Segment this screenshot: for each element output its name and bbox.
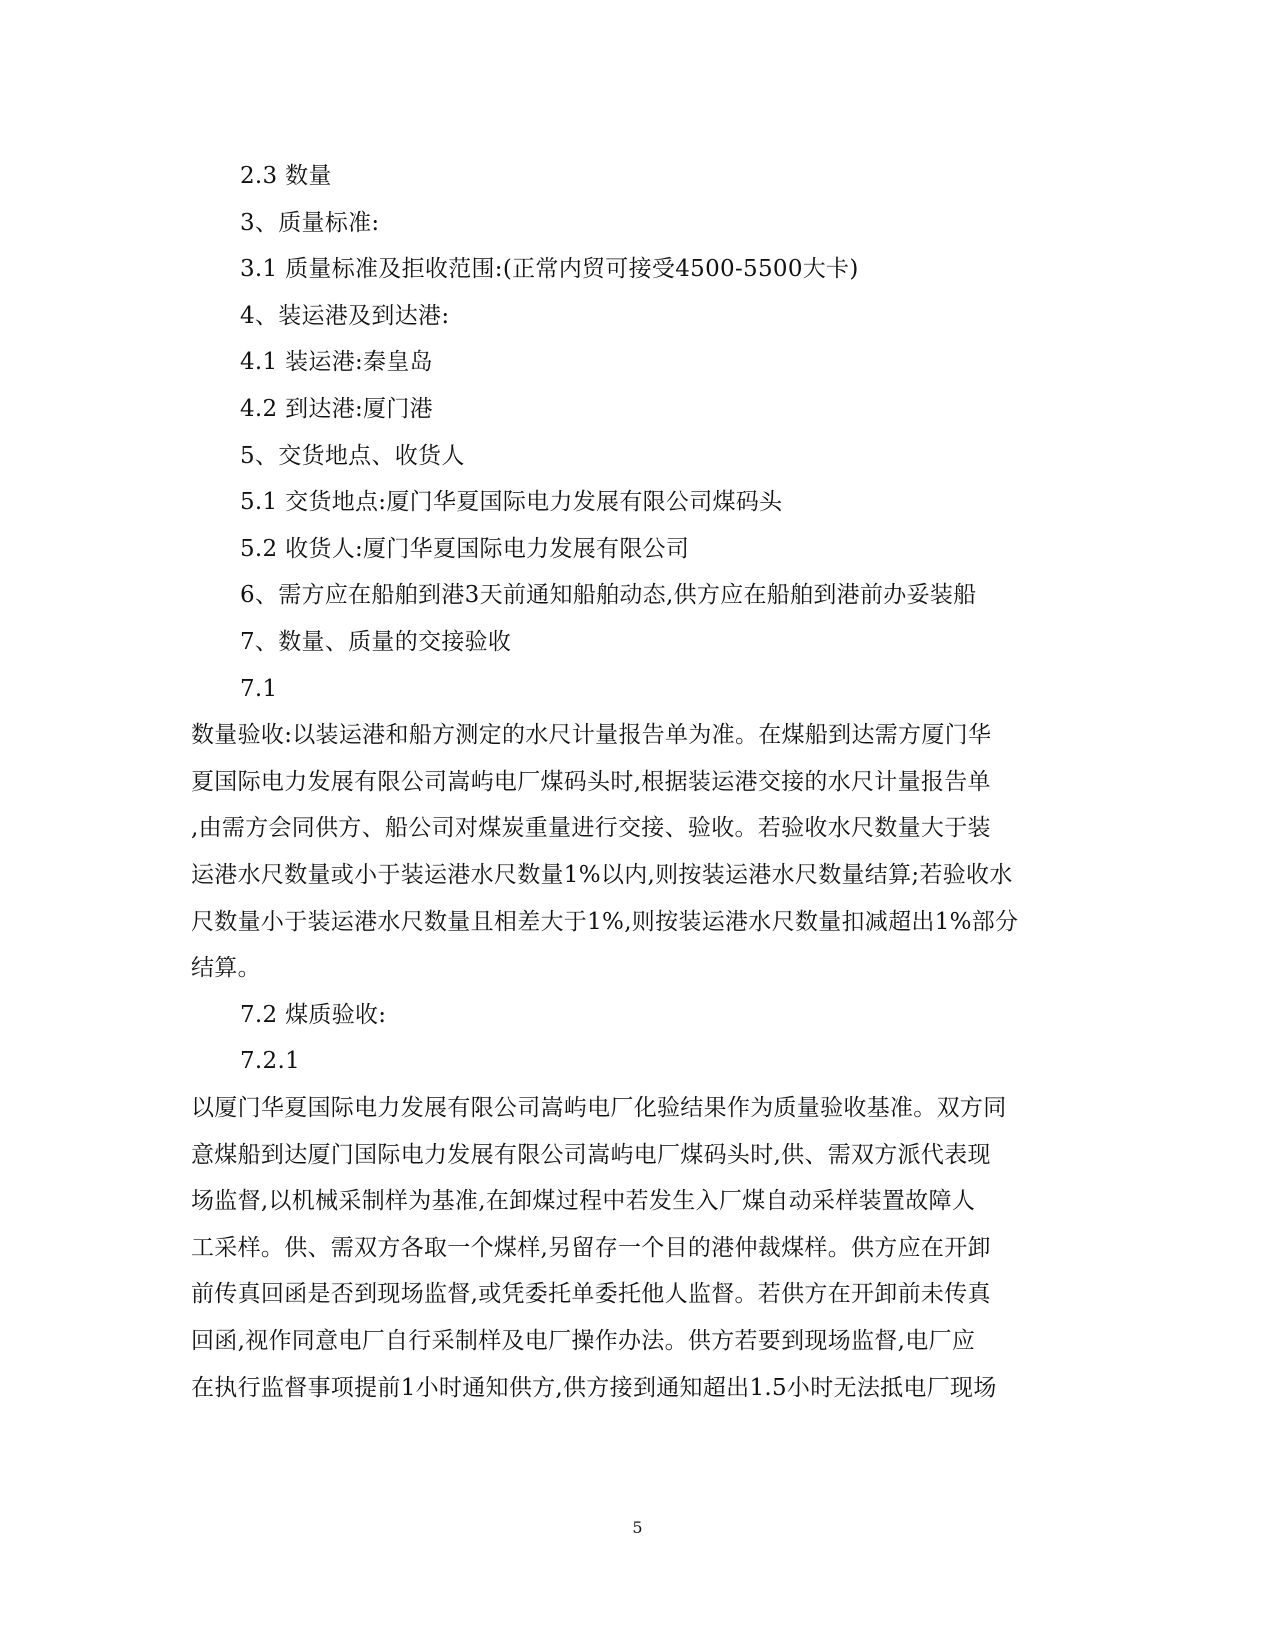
text-line: 运港水尺数量或小于装运港水尺数量1%以内,则按装运港水尺数量结算;若验收水 xyxy=(191,862,1013,888)
text-line: 7.1 xyxy=(240,676,278,702)
text-line: 4、装运港及到达港: xyxy=(240,303,450,329)
text-line: 工采样。供、需双方各取一个煤样,另留存一个目的港仲裁煤样。供方应在开卸 xyxy=(191,1235,991,1261)
text-line: 以厦门华夏国际电力发展有限公司嵩屿电厂化验结果作为质量验收基准。双方同 xyxy=(191,1095,1007,1121)
text-line: 意煤船到达厦门国际电力发展有限公司嵩屿电厂煤码头时,供、需双方派代表现 xyxy=(191,1142,991,1168)
text-line: 7、数量、质量的交接验收 xyxy=(240,629,512,655)
text-line: 数量验收:以装运港和船方测定的水尺计量报告单为准。在煤船到达需方厦门华 xyxy=(191,722,992,748)
text-line: 3、质量标准: xyxy=(240,210,380,236)
text-line: 7.2.1 xyxy=(240,1048,301,1074)
text-line: 5.2 收货人:厦门华夏国际电力发展有限公司 xyxy=(240,536,690,562)
text-line: 前传真回函是否到现场监督,或凭委托单委托他人监督。若供方在开卸前未传真 xyxy=(191,1281,991,1307)
text-line: 回函,视作同意电厂自行采制样及电厂操作办法。供方若要到现场监督,电厂应 xyxy=(191,1328,976,1354)
text-line: 5.1 交货地点:厦门华夏国际电力发展有限公司煤码头 xyxy=(240,489,783,515)
text-line: 结算。 xyxy=(191,955,261,981)
text-line: 夏国际电力发展有限公司嵩屿电厂煤码头时,根据装运港交接的水尺计量报告单 xyxy=(191,769,991,795)
page-number: 5 xyxy=(632,1518,643,1537)
text-line: 2.3 数量 xyxy=(240,163,332,189)
text-line: 4.1 装运港:秦皇岛 xyxy=(240,349,433,375)
text-line: 在执行监督事项提前1小时通知供方,供方接到通知超出1.5小时无法抵电厂现场 xyxy=(191,1375,997,1401)
text-line: 场监督,以机械采制样为基准,在卸煤过程中若发生入厂煤自动采样装置故障人 xyxy=(191,1188,976,1214)
text-line: ,由需方会同供方、船公司对煤炭重量进行交接、验收。若验收水尺数量大于装 xyxy=(191,815,991,841)
text-line: 4.2 到达港:厦门港 xyxy=(240,396,433,422)
text-line: 7.2 煤质验收: xyxy=(240,1002,387,1028)
text-line: 5、交货地点、收货人 xyxy=(240,443,465,469)
text-line: 尺数量小于装运港水尺数量且相差大于1%,则按装运港水尺数量扣减超出1%部分 xyxy=(191,909,1019,935)
text-line: 3.1 质量标准及拒收范围:(正常内贸可接受4500-5500大卡) xyxy=(240,256,859,282)
text-line: 6、需方应在船舶到港3天前通知船舶动态,供方应在船舶到港前办妥装船 xyxy=(240,582,977,608)
